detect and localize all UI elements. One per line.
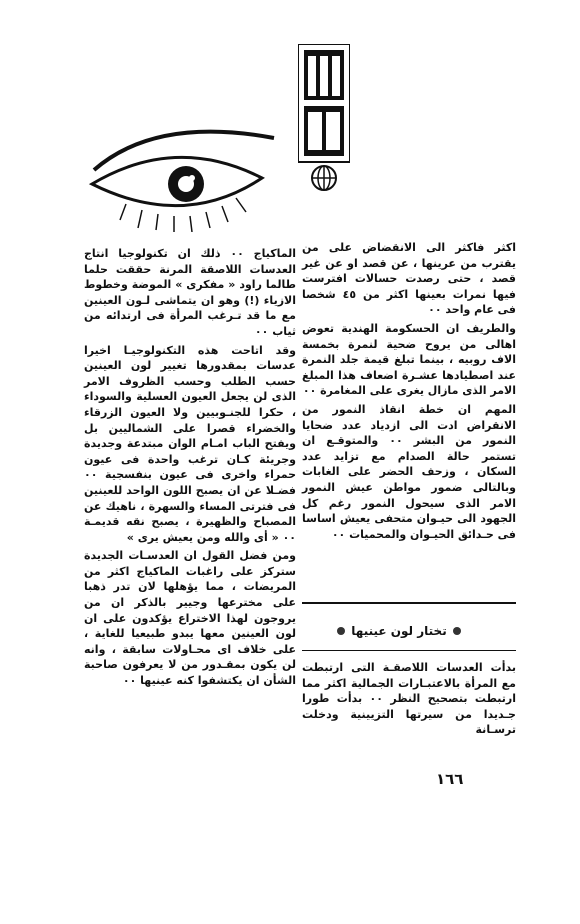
paragraph: المهم ان خطة انقاذ النمور من الانقراض ادت الى ازدياد عدد ضحايا النمور من البشر ٠٠ والمتوقـع ان تستمر حالة الصدام مع تزايد عدد السكان ، وزحف الحضر على الغابات وبالتالى ضمور مواطن عيش النمور الامر الذى سيحول النمور رغم كل الجهود الى حيـوان متحفى يعيش اساسا فى حـدائق الحيـوان والمحميات ٠٠ <box>302 402 517 541</box>
section-divider-bottom <box>302 650 516 651</box>
eye-icon <box>86 112 282 232</box>
logo-the-world-tomorrow <box>298 44 350 196</box>
article-column-right-bottom <box>302 660 516 741</box>
article-column-right-top <box>302 240 516 545</box>
paragraph: اكثر فاكثر الى الانقضاض على من يقترب من عرينها ، عن قصد او عن غير قصد ، حتى رصدت حسالات افترست فيها نمرات بعينها اكثر من ٤٥ شخصا فى عام واحد ٠٠ <box>302 241 517 317</box>
paragraph: بدأت العدسات اللاصقـة التى ارتبطت مع المرأة بالاعتبـارات الجمالية اكثر مما ارتبطت بتصحيح النظر ٠٠ بدأت طورا جـديدا من سيرتها التزيينية ودخلت ترسـانة <box>302 661 517 737</box>
eye-illustration <box>86 112 282 232</box>
paragraph: الماكياج ٠٠ ذلك ان تكنولوجيا انتاج العدسات اللاصقة المرنة حققت حلما طالما راود « مفكرى » الموضة وخطوط الازياء (!) وهو ان يتماشى لـون العينين مع ما قد تـرغب المرأة فى ارتدائه من ثياب ٠٠ <box>84 247 296 338</box>
paragraph: وقد اتاحت هذه التكنولوجيـا اخيرا عدسات بمقدورها تغيير لون العينين حسب الطلب وحسب الظروف الامر الذى لن يجعل العيون العسلية والسوداء ، حكرا للجنـوبيين ولا العيون الزرقاء والخضراء قصرا على الشماليين بل ويفتح الباب امـام الوان مبتدعة وجديدة وجريئة كـان ترغب واحدة فى عيون حمراء واخرى فى عيون بنفسجية ٠٠ فضـلا عن ان يصبح اللون الواحد للعينين فى فترتى المساء والسهرة ، ناهيك عن المصباح والظهيرة ، يصبح نقه قديمـة ٠٠ « أى والله ومن يعيش يرى » <box>84 343 296 544</box>
paragraph: ومن فضل القول ان العدسـات الجديدة ستركز على راغبات الماكياج اكثر من المريضات ، مما يؤهلها لان تدر ذهبا على مخترعها وجيير بالذكر ان من يروجون لهذا الاختراع يؤكدون على ان لون العينين معها يبدو طبيعيا للغاية ، على خلاف اى محـاولات سابقة ، وانه لن يكون بمقـدور من لا يعرفون صاحبة الشأن ان يكتشفوا كنه عينيها ٠٠ <box>84 549 296 688</box>
section-heading <box>318 618 480 644</box>
bullet-icon <box>337 627 345 635</box>
paragraph: والطريف ان الحسكومة الهندية تعوض اهالى من يروح ضحية لنمرة بخمسة الاف روبيه ، بينما تبلغ قيمة جلد النمرة عند اصطيادها عشـرة اضعاف هذا المبلغ الامر الذى مازال يغرى على المغامرة ٠٠ <box>302 321 516 398</box>
page-number: ١٦٦ <box>436 770 464 788</box>
bullet-icon <box>453 627 461 635</box>
section-title: تختار لون عينيها <box>351 624 447 638</box>
section-divider-top <box>302 602 516 604</box>
article-column-left <box>84 246 296 692</box>
logo-graphic <box>298 44 350 196</box>
